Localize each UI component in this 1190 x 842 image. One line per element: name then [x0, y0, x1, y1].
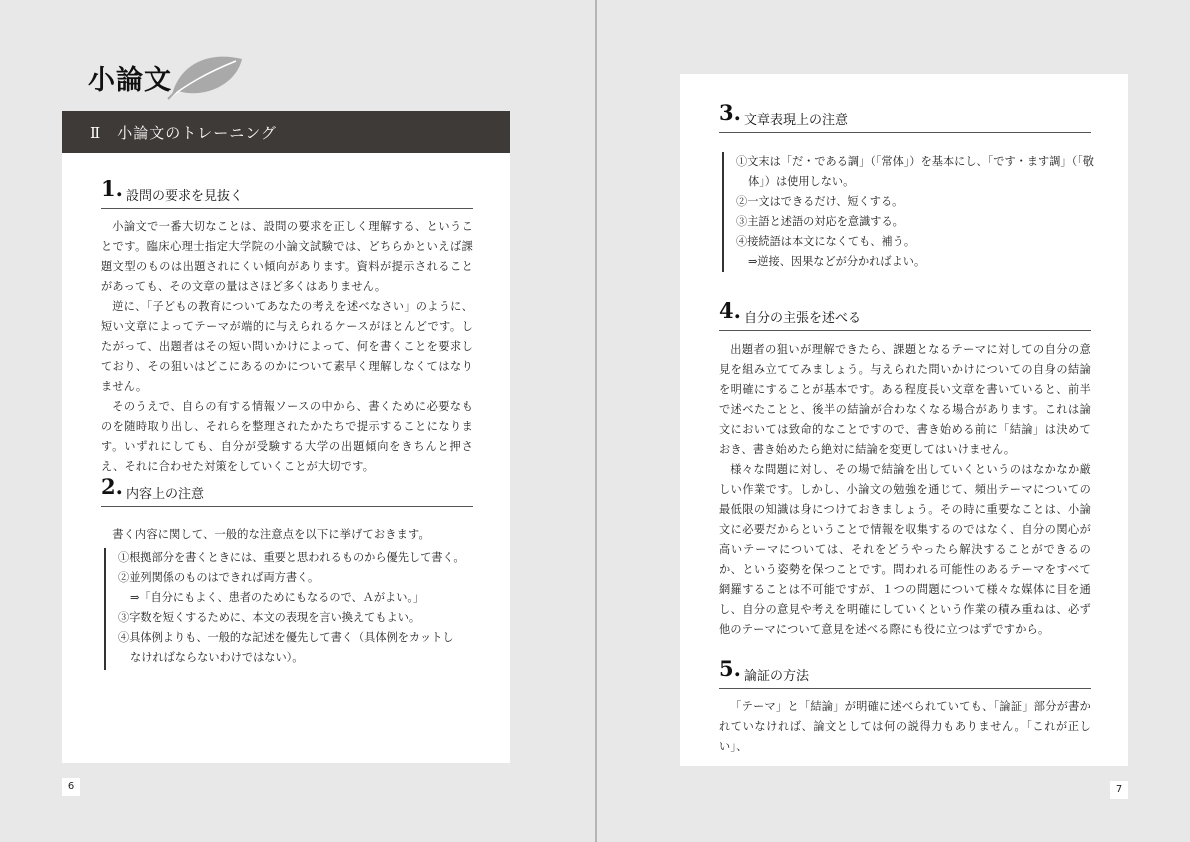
heading-s2: [101, 474, 473, 507]
list-item: なければならないわけではない）。: [130, 651, 304, 664]
list-item: ④具体例よりも、一般的な記述を優先して書く（具体例をカットし: [118, 631, 454, 644]
list-item: ③字数を短くするために、本文の表現を言い換えてもよい。: [118, 611, 421, 624]
heading-title: 文章表現上の注意: [744, 113, 849, 128]
notes-box-s2: [104, 548, 478, 670]
paragraph: 様々な問題に対し、その場で結論を出していくというのはなかなか厳しい作業です。しかし、小論文の勉強を通じて、頻出テーマについての最低限の知識は身につけておきましょう。その時に重要なことは、小論文に必要だからということで情報を収集するのではなく、自分の関心が高いテーマについては、それをどうやったら解決することができるのか、という姿勢を保つことです。問われる可能性のあるテーマをすべて網羅することは不可能ですが、１つの問題について様々な媒体に目を通し、自分の意見や考えを明確にしていくという作業の積み重ねは、必ず他のテーマについて意見を述べる際にも役に立つはずですから。: [719, 463, 1091, 636]
page-number-right: 7: [1110, 781, 1128, 799]
heading-s1: [101, 176, 473, 209]
heading-s3: [719, 100, 1091, 133]
list-item: ④接続語は本文になくても、補う。: [736, 235, 916, 248]
section-bar-title: Ⅱ 小論文のトレーニング: [90, 124, 277, 142]
paragraph: 出題者の狙いが理解できたら、課題となるテーマに対しての自分の意見を組み立ててみましょう。与えられた問いかけについての自身の結論を明確にすることが基本です。ある程度長い文章を書いていると、前半で述べたことと、後半の結論が合わなくなる場合があります。これは論文においては致命的なことですので、書き始める前に「結論」は決めておき、書き始めたら絶対に結論を変更してはいけません。: [719, 343, 1091, 456]
list-item: ①文末は「だ・である調」（「常体」）を基本にし、「です・ます調」（「敬: [736, 155, 1094, 168]
list-item: ⇒「自分にもよく、患者のためにもなるので、Ａがよい。」: [130, 591, 425, 604]
body-s1: [101, 217, 473, 477]
heading-title: 自分の主張を述べる: [744, 311, 862, 326]
heading-number: 3.: [719, 100, 741, 125]
heading-title: 論証の方法: [744, 669, 810, 684]
heading-title: 設問の要求を見抜く: [126, 189, 244, 204]
chapter-title: 小論文: [88, 65, 172, 96]
heading-number: 4.: [719, 298, 741, 323]
heading-number: 5.: [719, 656, 741, 681]
paragraph: 「テーマ」と「結論」が明確に述べられていても、「論証」部分が書かれていなければ、論文としては何の説得力もありません。「これが正しい」、: [719, 700, 1091, 753]
paragraph: 小論文で一番大切なことは、設問の要求を正しく理解する、ということです。臨床心理士指定大学院の小論文試験では、どちらかといえば課題文型のものは出題されにくい傾向があります。資料が提示されることがあっても、その文章の量はさほど多くはありません。: [101, 220, 473, 293]
paragraph: そのうえで、自らの有する情報ソースの中から、書くために必要なものを随時取り出し、それらを整理されたかたちで提示することになります。いずれにしても、自分が受験する大学の出題傾向をきちんと押さえ、それに合わせた対策をしていくことが大切です。: [101, 400, 473, 473]
list-item: ②並列関係のものはできれば両方書く。: [118, 571, 320, 584]
notes-box-s3: [722, 152, 1096, 272]
paragraph: 書く内容に関して、一般的な注意点を以下に挙げておきます。: [112, 528, 430, 541]
list-item: 体」）は使用しない。: [748, 175, 855, 188]
list-item: ③主語と述語の対応を意識する。: [736, 215, 904, 228]
heading-number: 2.: [101, 474, 123, 499]
body-s5: [719, 697, 1091, 757]
paragraph: 逆に、「子どもの教育についてあなたの考えを述べなさい」のように、短い文章によってテーマが端的に与えられるケースがほとんどです。したがって、出題者はその短い問いかけによって、何を書くことを要求しており、その狙いはどこにあるのかについて素早く理解しなくてはなりません。: [101, 300, 473, 393]
heading-s5: [719, 656, 1091, 689]
page-gutter: [595, 0, 597, 842]
intro-s2: [101, 525, 473, 545]
page-number-left: 6: [62, 778, 80, 796]
section-bar: [62, 111, 510, 153]
body-s4: [719, 340, 1091, 640]
heading-s4: [719, 298, 1091, 331]
leaf-icon: [166, 45, 246, 101]
list-item: ⇒逆接、因果などが分かればよい。: [748, 255, 926, 268]
list-item: ②一文はできるだけ、短くする。: [736, 195, 904, 208]
list-item: ①根拠部分を書くときには、重要と思われるものから優先して書く。: [118, 551, 465, 564]
heading-number: 1.: [101, 176, 123, 201]
heading-title: 内容上の注意: [126, 487, 205, 502]
